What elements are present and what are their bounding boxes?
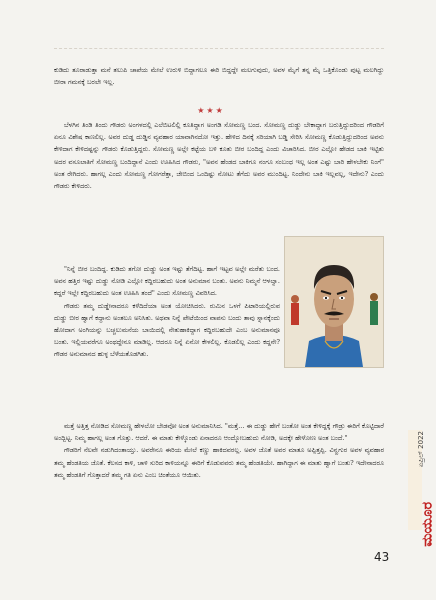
paragraph: "ನಿನ್ನೆ ಬೀರ ಬಂದಿದ್ದ. ಕುಡಿದು ತಗೋ ದುಡ್ಡು ಅಂತ ಇಷ್ಟು ತೆಗೆದಿಟ್ಟ. ಹಾಗೆ ಇಟ್ಟವ ಅಲ್ಲೇ ಮರೆತು ಬಂದ. ಅವನ ಹತ್ತಿರ ಇಷ್ಟು ದುಡ್ಡು ನೋಡಿ ಎಲ್ಲೋ ಕದ್ದಿರಬಹುದು ಅಂತ ಅನುಮಾನ ಬಂತು. ಅವನು ನಿಮ್ಮನೆ ಆಳಲ್ವಾ. ಕದ್ದರೆ ಇಲ್ಲೇ ಕದ್ದಿರಬಹುದು ಅಂತ ಊಹಿಸಿ ತಂದೆ" ಎಂದು ಸೋಮಣ್ಣ ವಿವರಿಸಿದ. [54, 265, 280, 298]
issue-date: ಏಪ್ರಿಲ್ 2022 [417, 431, 425, 468]
narrow-text-block [54, 263, 280, 361]
paragraph-text: ಬೆಳಗಿನ ತಿಂಡಿ ತಿಂದು ಗೌಡರು ಅಂಗಳದಲ್ಲಿ ಎಲೆಬಿಟಲಿಲ್ಲಿ ಕೂತಿದ್ದಾಗ ಅಂಗಡಿ ಸೋಮಣ್ಣ ಬಂದ. ಸೋಮಣ್ಣ ದುಡ್ಡು ಬೇಕಾದ್ದಾಗ ಬರುತ್ತಿದ್ದುದರಿಂದ ಗೌಡರಿಗೆ ಏನೂ ವಿಶೇಷ ಕಾಣಲಿಲ್ಲ. ಅವರ ದುಡ್ಡ ದುಡ್ಡಿನ ವ್ಯವಹಾರ ಯಾವಾಗಿನದೋ ಇತ್ತು. ಹೇಳಿದ ದಿನಕ್ಕೆ ಸರಿಯಾಗಿ ಬಡ್ಡಿ ಸೇರಿಸಿ ಸೋಮಣ್ಣ ಕೊಡುತ್ತಿದ್ದುದರಿಂದ ಅವನು ಕೇಳಿದಾಗ ಕೇಳಿದಷ್ಟನ್ನು ಗೌಡರು ಕೊಡುತ್ತಿದ್ದರು. ಸೋಮಣ್ಣ ಅಲ್ಲೇ ಕಟ್ಟೆಯ ಬಳಿ ಕೂತು ಬೀರ ಬಂದಿದ್ದ ಎಂದು ವಿಚಾರಿಸಿದ. ಬೀರ ಎಲ್ಲೋ ಹೇಡದ ಬಾಕಿ ಇಟ್ಟಿತು ಅದರ ವಸೂಲಾತಿಗೆ ಸೋಮಣ್ಣ ಬಂದಿದ್ದಾನೆ ಎಂದು ಊಹಿಸಿದ ಗೌಡರು, "ಅವನ ಹೆಂಡದ ಬಾಕಿಗೂ ನಂಗೂ ಸಂಬಂಧ ಇಲ್ಲ ಅಂತ ಎಷ್ಟು ಬಾರಿ ಹೇಳಬೇಕು ನಿಂಗೆ" ಅಂತ ರೇಗಿದರು. ಹಾಗಲ್ಲ ಎಂದು ಸೋಮಣ್ಣ ಗೋಗರೆತ್ತಾ, ಜೇಬಿಂದ ಒಂದಿಷ್ಟು ನೋಟು ತೆಗೆದು ಅವರ ಮುಂದಿಟ್ಟ. ನಿಂದೇನು ಬಾಕಿ ಇಲ್ಲವಲ್ಲ, ಇದೇನು? ಎಂದು ಗೌಡರು ಕೇಳಿದರು. [54, 121, 384, 191]
bottom-text-block [54, 420, 384, 481]
paragraph [54, 119, 384, 192]
paragraph: ಗೌಡರು ತಮ್ಮ ದುಡ್ಡೇನಾದರೂ ಕಳೆದಿದೆಯಾ ಅಂತ ಯೋಚಿಸಿದರು. ರುಮಿನ ಒಳಗೆ ಪಿಟಾರಿಯಲ್ಲಿರುವ ದುಡ್ಡು ಬೀರ ಹ್ವಾಗೆ ಕದ್ದಾನು ಅಂತಲೂ ಅನಿಸಿತು. ಅಥವಾ ನಿನ್ನೆ ಪೇಟೆಯಿಂದ ವಾಪಸು ಬಂದು ತಾವು ಸ್ನಾನಕ್ಕೆಂದು ಹೋದಾಗ ಅಂಗಿಯನ್ನು ಬಚ್ಚಲುಮನೆಯ ಬಾಯಿದಲ್ಲಿ ನೇತುಹಾಕಿದ್ದಾಗ ಕದ್ದಿರಬಹುದೇ ಎಂಬ ಅನುಮಾನವೂ ಬಂತು. ಇಲ್ಲಿಯವರೆಗೂ ಅಂಥದ್ದೇನೂ ಮಾಡಿಲ್ಲ. ಆದರೂ ನಿನ್ನೆ ಏನೋ ಕೇಳಲಿಲ್ಲ. ಕೊಡಲಿಲ್ಲ ಎಂದು ಕದ್ದನೇ? ಗೌಡರ ಅನುಮಾನದ ಹುಳ್ಳ ಬೆಳೆಯತೊಡಗಿತು. [54, 301, 280, 359]
paragraph: ಕುಡಿದು ತೂರಾಡುತ್ತಾ ಮನೆ ತಲುಪಿ ಚಾಪೆಯ ಮೇಲೆ ಉರುಳಿ ಬಿದ್ದಾಗಲೂ ಈರಿ ಬಿದ್ದದ್ದೇ ಮಲಗುವುದು, ಅವಳ ಮೈಗೆ ತನ್ನ ಮೈ ಒತ್ತಿಕೊಂಡು ಪುಟ್ಟ ಮಲಗಿದ್ದು ಬೀರಾ ಗಮನಕ್ಕೆ ಬರಲೇ ಇಲ್ಲ. [54, 66, 384, 87]
top-text-block [54, 64, 384, 88]
main-text-block [54, 119, 384, 192]
paragraph: ಮತ್ತೆ ಅತ್ತಿತ್ತ ನೋಡಿದ ಸೋಮಣ್ಣ ಹೇಳಲೋ ಬೇಡವೋ ಅಂತ ಅನುಮಾನಿಸಿದ. "ಮತ್ತೆ... ಈ ದುಡ್ಡು ಹೇಗೆ ಬಂತೋ ಅಂತ ಕೇಳಿದ್ದಕ್ಕೆ ಗೌಡ್ರು ಈರಿಗೆ ಕೊಟ್ಟಿದಾರೆ ಅಂದ್ಬಿಟ್ಟ. ನಿಮ್ಮ ಹಾಗಲ್ಲ ಅಂತ ಗೊತ್ತು. ಆದರೆ. ಈ ಮಾತು ಕೇಳ್ಕೊಂಡು ಏನಾದರೂ ಆಂದ್ಕೋಬಹುದು ನೋಡಿ, ಅದಕ್ಕೇ ಹೇಳೋಣ ಅಂತ ಬಂದೆ." [54, 422, 384, 443]
magazine-brand: ಮಯೂರ [420, 502, 436, 547]
illustration-portrait [284, 236, 384, 368]
page-number: 43 [374, 550, 390, 564]
man-portrait-illustration [285, 237, 383, 367]
paragraph: ಗೌಡರಿಗೆ ನೆಲವೇ ನಡುಗಿದಂತಾಯ್ತು. ಅವರೇನೂ ಈರಿಯ ಮೇಲೆ ಕಣ್ಣು ಹಾಕಿದವರಲ್ಲ. ಅವಳ ಜೊತೆ ಅವರ ಮಾತೂ ಅಪ್ಪಿತ್ತಪ್ಪಿ. ವಿನ್ಹಗುರ ಅವಳ ವ್ಯವಹಾರ ತಮ್ಮ ಹೆಂಡತಿಯ ಜೊತೆ. ಕೆಲಸದ ಕಾಳಿ, ಚಾಳಿ ಸುರಿದ ಕಾಳಿಯನ್ನೂ ಈರಿಗೆ ಕೊಡುವವರು ತಮ್ಮ ಹೆಂಡತಿಯೇ. ಹಾಗಿದ್ದಾಗ ಈ ಮಾತು ಹ್ವಾಗೆ ಬಂತು? ಇದೇನಾದರೂ ತಮ್ಮ ಹೆಂಡತಿಗೆ ಗೊತ್ತಾದರೆ ತಮ್ಮ ಗತಿ ಏನು ಎಂಬ ಚಿಂತೆಯೂ ಆಯಿತು. [54, 446, 384, 479]
section-separator: ★★★ [197, 106, 225, 115]
top-dashed-divider [54, 48, 384, 49]
